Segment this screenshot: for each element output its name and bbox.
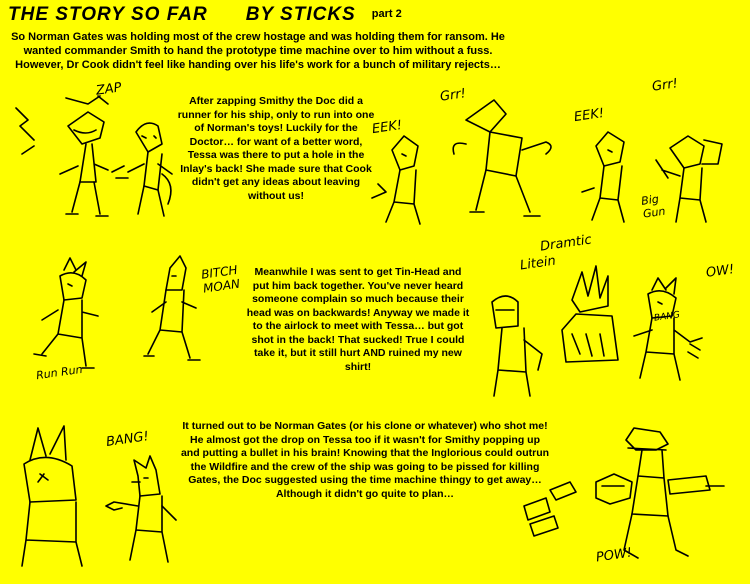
panel-1-text: After zapping Smithy the Doc did a runner for his ship, only to run into one of Norman's toys! Luckily for the Doctor… for want of a better word, Tessa was there to put a hole in the Inlay's back! She made sure that Cook didn't get any ideas about leaving without us! xyxy=(177,95,375,202)
label-grr-1: Grr! xyxy=(439,86,467,105)
sketch-gates-shoots-scene xyxy=(10,420,195,570)
sketch-robot-scene xyxy=(370,80,745,230)
panel-2-text: Meanwhile I was sent to get Tin-Head and put him back together. You've never heard someone complain so much because their head was on backwards! Anyway we made it to the airlock to meet with Tessa… but got shot in the back! That sucked! True I could take it, but it still hurt AND ruined my new shirt! xyxy=(246,266,470,373)
label-eek-1: EEK! xyxy=(371,117,404,138)
label-lighting: Litein xyxy=(519,253,557,274)
label-bang-1: BANG xyxy=(653,310,681,324)
label-ow: OW! xyxy=(705,262,736,281)
label-grr-2: Grr! xyxy=(651,76,679,95)
label-zap: ZAP xyxy=(95,80,123,99)
label-dramatic: Dramtic xyxy=(539,232,593,255)
sketch-tin-head-scene xyxy=(20,250,220,383)
title-main: THE STORY SO FAR xyxy=(8,4,208,25)
sketch-airlock-scene xyxy=(462,250,742,400)
title-part: part 2 xyxy=(371,8,402,20)
title-byline: BY STICKS xyxy=(245,4,356,25)
sketch-zap-scene xyxy=(8,74,178,224)
label-eek-2: EEK! xyxy=(573,105,606,126)
label-run-run: Run Run xyxy=(35,362,84,383)
comic-title xyxy=(8,4,402,26)
label-pow: POW! xyxy=(595,545,634,566)
label-bang-2: BANG! xyxy=(105,429,150,450)
label-big-gun: Big Gun xyxy=(640,192,667,221)
intro-text: So Norman Gates was holding most of the crew hostage and was holding them for ransom. He wanted commander Smith to hand the prototype time machine over to him without a fuss. However, Dr Cook didn't feel like handing over his life's work for a bunch of military rejects… xyxy=(11,31,505,71)
label-bitch-moan: BITCH MOAN xyxy=(200,262,241,296)
panel-3-text: It turned out to be Norman Gates (or his clone or whatever) who shot me! He almost got the drop on Tessa too if it wasn't for Smithy popping up and putting a bullet in his brain! Knowing that the Inglorious could outrun the Wildfire and the crew of the ship was going to be pissed for killing Gates, the Doc suggested using the time machine thingy to get away… Although it didn't go quite to plan… xyxy=(180,420,550,500)
